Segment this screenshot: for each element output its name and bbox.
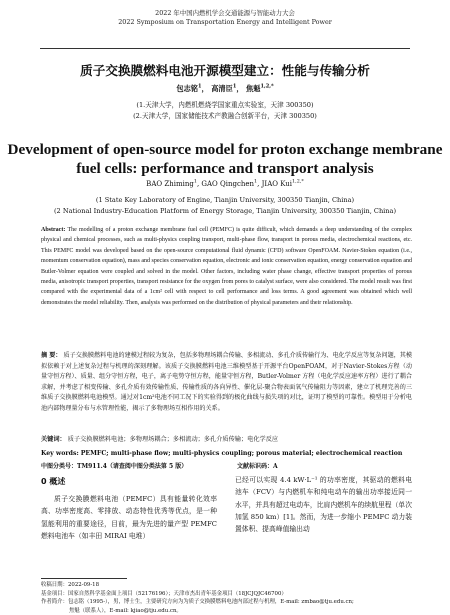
body-column-left <box>41 476 217 542</box>
affiliation-mark: 1 <box>232 83 237 90</box>
author-list-en <box>0 180 450 188</box>
author-name: 高清臣 <box>211 84 233 93</box>
clc-label: 中图分类号： <box>41 463 78 470</box>
keywords-text-en: PEMFC; multi-phase flow; multi-physics coupling; porous material; electrochemical reaction <box>80 450 403 457</box>
author-separator: ， <box>236 84 244 93</box>
paper-title-cn: 质子交换膜燃料电池开源模型建立：性能与传输分析 <box>80 63 370 78</box>
keywords-en <box>41 450 412 457</box>
conference-header <box>0 0 450 27</box>
affiliation-line: (2 National Industry-Education Platform of Energy Storage, Tianjin University, 300350 Tianjin, China) <box>53 207 397 215</box>
footnote-rule <box>41 578 127 579</box>
author-separator: ， <box>201 84 209 93</box>
affiliation-mark: 1,2,* <box>292 178 304 185</box>
author-name: 焦魁 <box>246 84 261 93</box>
abstract-en <box>41 225 412 308</box>
abstract-label-cn: 摘 要： <box>41 352 62 359</box>
author-name: , JIAO Kui <box>257 180 293 188</box>
affiliation-line: (1.天津大学，内燃机燃烧学国家重点实验室，天津 300350) <box>136 101 314 109</box>
keywords-cn <box>41 434 412 443</box>
affiliation-mark: 1 <box>198 83 202 90</box>
document-code <box>237 461 278 470</box>
abstract-text-cn: 质子交换膜燃料电池的建模过程较为复杂，包括多物理场耦合传输、多相流动、多孔介质传输行为、电化学反应等复杂问题，其模拟依赖于对上述复杂过程与机理的深刻理解。该质子交换膜燃料电池三维模型基于开源平台OpenFOAM，对于Navier-Stokes方程（动量守恒方程）、质量、组分守恒方程，电子，离子电势守恒方程，能量守恒方程，Butler-Volmer 方程（电化学反应速率方程）进行了耦合求解，并考虑了相变传输、多孔介质有效传输性质、传输性质的各向异性、催化层-聚合物表面氧气传输阻力等因素，建立了机理完善的三维质子交换膜燃料电池模型。通过对1cm²电池不同工况下的实验得到的极化曲线与损失项的对比，证明了模型的可靠性。模型用于分析电池内部物理量分布与水管理性能，揭示了多物理场互相作用的关系。 <box>41 352 413 412</box>
affiliation-mark: 1,2,* <box>260 83 274 90</box>
author-name: 包志铭 <box>176 84 198 93</box>
conference-name-cn: 2022 年中国内燃机学会交通能源与智能动力大会 <box>155 9 295 17</box>
header-rule <box>40 48 410 49</box>
affiliations-en <box>0 195 450 217</box>
classification-row <box>41 461 412 470</box>
paper-title-en: Development of open-source model for proton exchange membrane fuel cells: performance and transport analysis <box>7 141 443 177</box>
footnote-author: 作者简介：包志铭（1995-），男，博士生，主要研究方向为为质子交换膜燃料电池内部过程与机理，E-mail: zmbao@tju.edu.cn; <box>41 599 354 606</box>
keywords-label-cn: 关键词： <box>41 436 66 443</box>
footnote-fund: 基金项目：国家自然科学基金面上项目（52176196）；天津市杰出青年基金项目（18JCJQJC46700） <box>41 590 287 597</box>
footnotes <box>41 581 421 615</box>
affiliation-line: (1 State Key Laboratory of Engine, Tianjin University, 300350 Tianjin, China) <box>95 196 355 204</box>
abstract-cn <box>41 351 412 414</box>
keywords-label-en: Key words: <box>41 450 79 457</box>
affiliation-mark: 1 <box>254 178 258 185</box>
keywords-text-cn: 质子交换膜燃料电池；多物理场耦合；多相流动；多孔介质传输；电化学反应 <box>67 436 279 443</box>
abstract-text-en: The modelling of a proton exchange membrane fuel cell (PEMFC) is quite difficult, which demands a deep understanding of the complex physical and chemical processes, such as multi-physics coupling transport, multi-phase flow, transport in porous media, electrochemical reactions, etc. This PEMFC model was developed based on the open-source computational fluid dynamic (CFD) software OpenFOAM. Navier-Stokes equation (i.e., momentum conservation equation), mass and species conservation equation, electronic and ionic conservation equation, energy conservation equation and Butler-Volmer equation were coupled and solved in the model. Other factors, including water phase change, effective transport properties of porous media, anisotropic transport properties, transport resistance for the oxygen from pores to catalyst surface, were also considered. The model result was first compared with the experimental data of a 1cm² cell with respect to cell performance and loss terms. A good agreement was obtained which well demonstrates the model reliability. Then, analysis was performed on the distribution of physical parameters and their relationship. <box>41 227 412 306</box>
doc-code-label: 文献标识码： <box>237 463 274 470</box>
affiliation-mark: 1 <box>193 178 197 185</box>
author-name: BAO Zhiming <box>146 180 194 188</box>
body-column-right: 已经可以实现 4.4 kW·L⁻¹ 的功率密度，其驱动的燃料电池车（FCV）与内燃机车和纯电动车的输出功率接近同一水平，并具有超过电动车，比肩内燃机车的续航里程（单次加氢 850 km）[1]。然而，为进一步缩小 PEMFC 动力装置体积、提高峰值输出动 <box>235 476 412 534</box>
footnote-received: 收稿日期：2022-09-18 <box>41 582 100 588</box>
clc-number: TM911.4（请查阅中图分类法第 5 版） <box>77 463 188 470</box>
footnote-corresponding: 焦魁（联系人），E-mail: kjiao@tju.edu.cn。 <box>69 607 182 614</box>
affiliations-cn <box>0 100 450 122</box>
doc-code-value: A <box>273 463 278 470</box>
body-paragraph: 质子交换膜燃料电池（PEMFC）具有能量转化效率高、功率密度高、零排放、动态特性优秀等优点，是一种氢能利用的重要途径，目前，最为先进的量产型 PEMFC 燃料电池车（如丰田 MIRAI 电堆） <box>41 495 217 540</box>
abstract-label-en: Abstract: <box>41 227 66 233</box>
author-name: , GAO Qingchen <box>196 180 255 188</box>
section-heading: 0 概述 <box>41 477 66 486</box>
conference-name-en: 2022 Symposium on Transportation Energy and Intelligent Power <box>118 18 332 26</box>
affiliation-line: (2.天津大学，国家储能技术产教融合创新平台，天津 300350) <box>133 112 317 120</box>
author-list-cn <box>0 84 450 94</box>
